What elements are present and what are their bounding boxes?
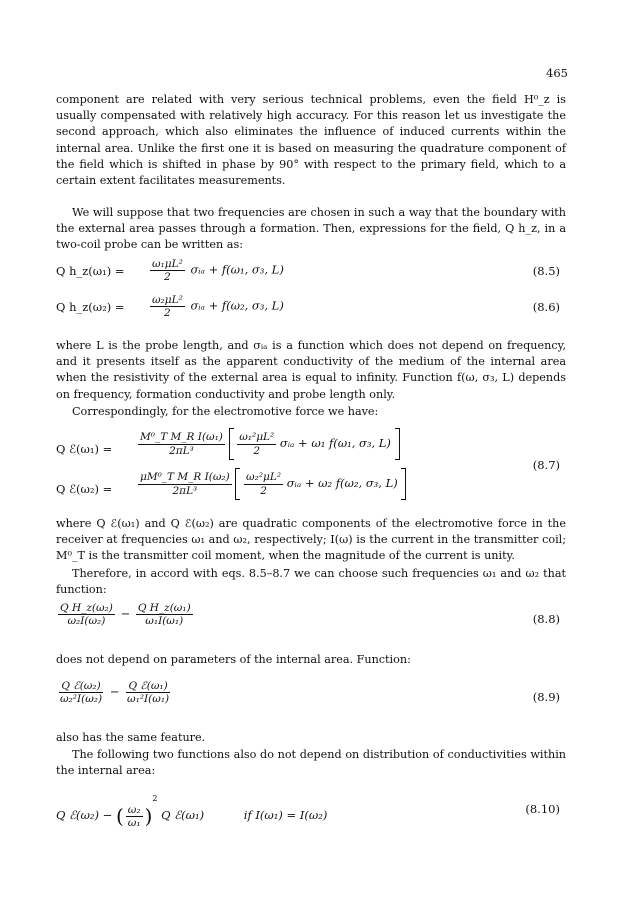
eq-condition: if I(ω₁) = I(ω₂)	[243, 808, 328, 822]
denominator: ω₁	[127, 816, 141, 829]
numerator: Q ℰ(ω₂)	[61, 680, 101, 692]
equation-8-7	[56, 428, 566, 508]
eq-rhs	[138, 468, 406, 500]
page-number: 465	[546, 66, 568, 80]
numerator: ω₁μL²	[152, 258, 183, 270]
right-bracket	[401, 468, 406, 500]
numerator: Q H_z(ω₁)	[137, 602, 191, 614]
fraction	[150, 258, 185, 283]
equation-8-8	[56, 602, 566, 636]
denominator: 2	[260, 484, 267, 497]
paragraph-6: Therefore, in accord with eqs. 8.5–8.7 we can choose such frequencies ω₁ and ω₂ that function:	[56, 567, 566, 597]
denominator: ω₁²I(ω₁)	[127, 693, 170, 705]
open-paren: (	[115, 804, 124, 828]
eq-expression	[56, 602, 195, 627]
minus-sign: −	[120, 606, 131, 621]
fraction	[150, 294, 185, 319]
eq-lhs: Q ℰ(ω₁) =	[56, 442, 113, 456]
fraction	[125, 680, 171, 705]
numerator: Q H_z(ω₂)	[60, 602, 113, 614]
paragraph-4: Correspondingly, for the electromotive force we have:	[72, 405, 379, 418]
denominator: 2πL³	[172, 484, 198, 497]
equation-number: (8.6)	[532, 300, 560, 314]
equation-8-10	[56, 790, 566, 830]
exponent: 2	[152, 794, 158, 803]
denominator: 2πL³	[169, 444, 194, 457]
eq-rhs	[148, 294, 284, 319]
eq-lhs: Q h_z(ω₂) =	[56, 300, 125, 314]
eq-rest: σᵢₐ + f(ω₂, σ₃, L)	[190, 298, 284, 313]
equation-number: (8.5)	[532, 264, 560, 278]
eq-row	[56, 428, 566, 468]
denominator: ω₁I(ω₁)	[145, 615, 184, 627]
fraction	[138, 431, 225, 458]
paragraph-3: where L is the probe length, and σᵢₐ is a function which does not depend on frequency, and it presents itself as the apparent conductivity of the medium of the internal area when the resistivity of the external area is equal to infinity. Function f(ω, σ₃, L) depends on frequency, formation conductivity and probe length only.	[56, 339, 566, 401]
fraction	[58, 680, 104, 705]
paragraph-2: We will suppose that two frequencies are chosen in such a way that the boundary with the external area passes through a formation. Then, expressions for the field, Q h_z, in a two-coil probe can be written as:	[56, 206, 566, 252]
numerator: μM⁰_T M_R I(ω₂)	[140, 470, 230, 483]
equation-8-9	[56, 680, 566, 714]
numerator: M⁰_T M_R I(ω₁)	[140, 430, 223, 443]
fraction	[58, 602, 115, 627]
paragraph-7: does not depend on parameters of the internal area. Function:	[56, 653, 411, 666]
equation-number: (8.10)	[525, 802, 560, 816]
denominator: ω₂I(ω₂)	[67, 615, 106, 627]
numerator: ω₂μL²	[152, 294, 183, 306]
eq-rhs	[138, 428, 400, 460]
left-bracket	[235, 468, 240, 500]
minus-sign: −	[109, 684, 120, 699]
fraction	[138, 471, 232, 498]
eq-rhs	[148, 258, 284, 283]
equation-8-5	[56, 258, 566, 286]
eq-expression	[56, 794, 327, 829]
denominator: 2	[253, 444, 261, 457]
paragraph-5: where Q ℰ(ω₁) and Q ℰ(ω₂) are quadratic components of the electromotive force in the receiver at frequencies ω₁ and ω₂, respectively; I(ω) is the current in the transmitter coil; M⁰_T is the transmitter coil moment, when the magnitude of the current is unity.	[56, 517, 566, 563]
equation-8-6	[56, 294, 566, 322]
equation-number: (8.8)	[532, 612, 560, 626]
denominator: 2	[164, 271, 171, 283]
inner-fraction	[244, 471, 283, 498]
eq-row	[56, 468, 566, 508]
denominator: 2	[164, 307, 171, 319]
equation-number: (8.7)	[532, 458, 560, 472]
eq-lhs: Q ℰ(ω₂) =	[56, 482, 113, 496]
paragraph-8: also has the same feature.	[56, 731, 206, 744]
paragraph-9: The following two functions also do not depend on distribution of conductivities within the internal area:	[56, 748, 566, 778]
paragraph-1: component are related with very serious technical problems, even the field H⁰_z is usually compensated with relatively high accuracy. For this reason let us investigate the second approach, which also eliminates the influence of induced currents within the internal area. Unlike the first one it is based on measuring the quadrature component of the field which is shifted in phase by 90° with respect to the primary field, which to a certain extent facilitates measurements.	[56, 93, 566, 188]
close-paren: )	[144, 804, 153, 828]
inner-fraction	[237, 431, 276, 458]
numerator: ω₂²μL²	[246, 470, 282, 483]
eq-expression	[56, 680, 173, 705]
denominator: ω₂²I(ω₂)	[60, 693, 103, 705]
eq-lhs: Q h_z(ω₁) =	[56, 264, 125, 278]
left-bracket	[229, 428, 234, 460]
fraction	[126, 804, 143, 829]
eq-rest: σᵢₐ + ω₂ f(ω₂, σ₃, L)	[286, 476, 398, 490]
numerator: ω₁²μL²	[239, 430, 275, 443]
numerator: ω₂	[127, 803, 141, 816]
eq-lhs: Q ℰ(ω₂) −	[56, 808, 113, 822]
eq-rest: σᵢₐ + ω₁ f(ω₁, σ₃, L)	[279, 436, 391, 450]
eq-rest: σᵢₐ + f(ω₁, σ₃, L)	[190, 262, 284, 277]
equation-number: (8.9)	[532, 690, 560, 704]
eq-after: Q ℰ(ω₁)	[161, 808, 205, 822]
right-bracket	[395, 428, 400, 460]
fraction	[136, 602, 193, 627]
numerator: Q ℰ(ω₁)	[128, 680, 168, 692]
